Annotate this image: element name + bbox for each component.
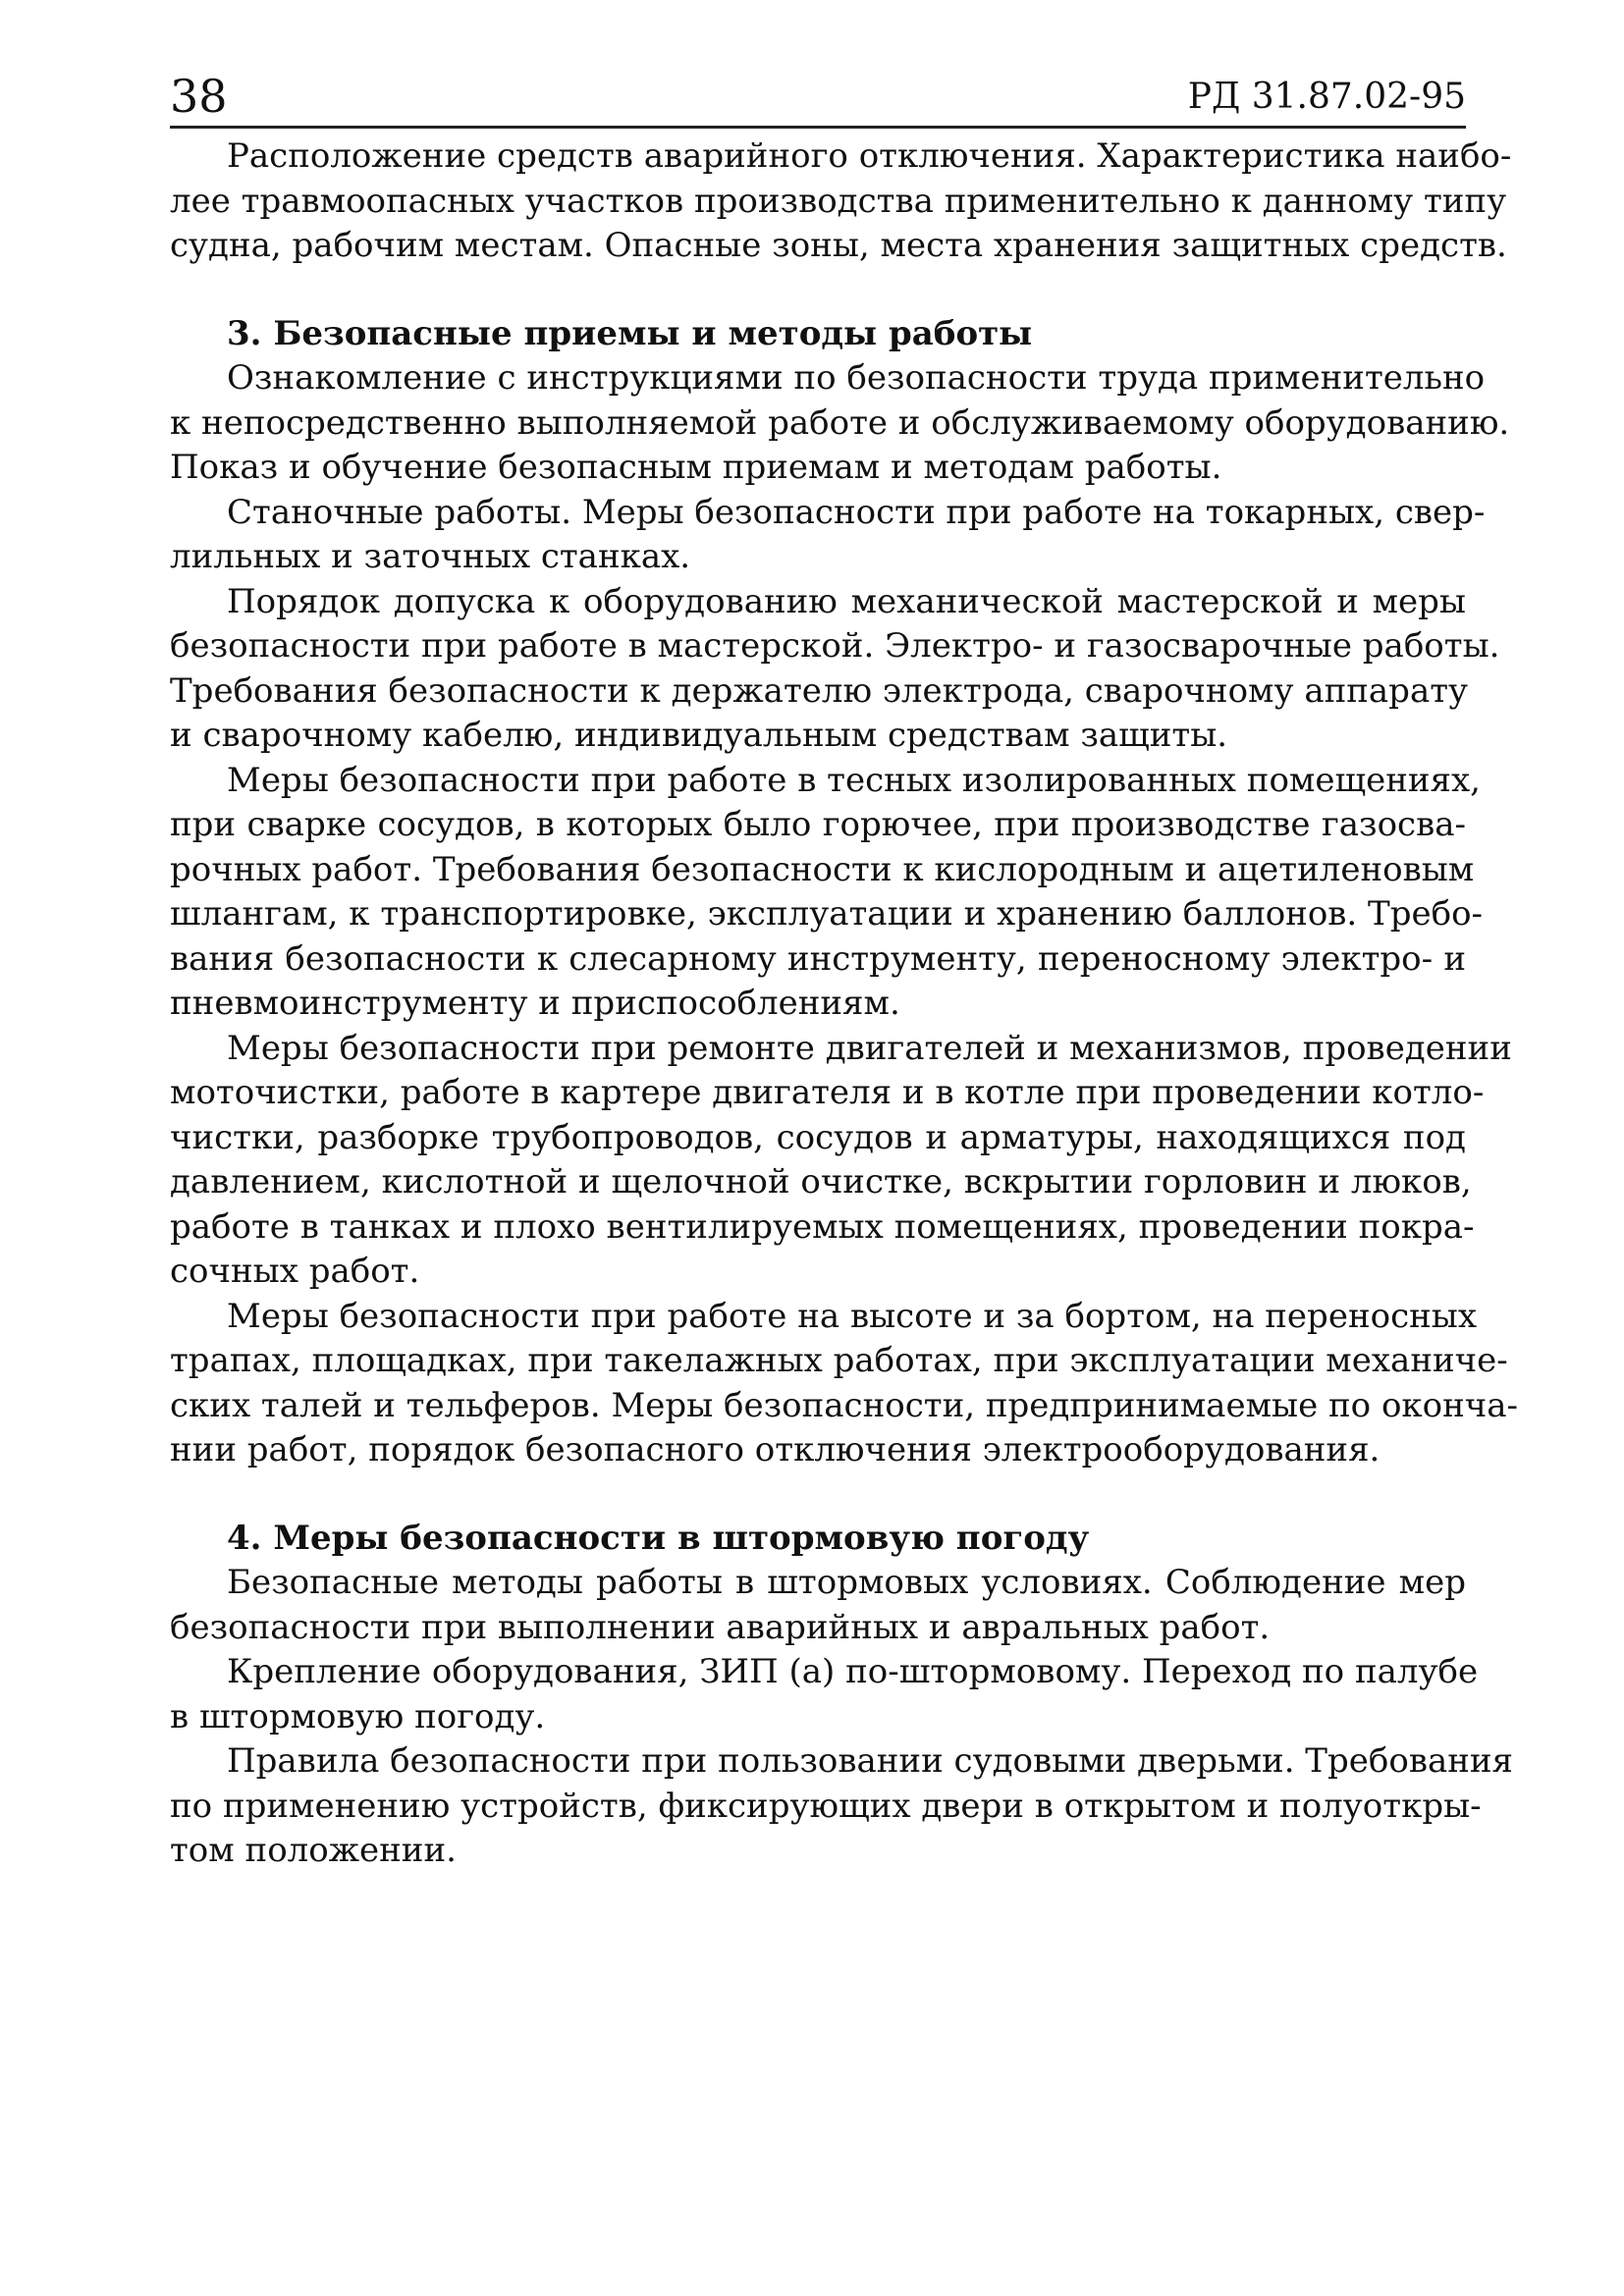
text-line: Правила безопасности при пользовании судовыми дверьми. Требования [227, 1741, 1513, 1781]
paragraph [170, 491, 1486, 580]
text-line: Меры безопасности при работе на высоте и за бортом, на переносных [227, 1296, 1478, 1336]
paragraph [170, 1027, 1512, 1295]
text-line: ских талей и тельферов. Меры безопасности, предпринимаемые по оконча- [170, 1385, 1519, 1425]
text-line: давлением, кислотной и щелочной очистке, вскрытии горловин и люков, [170, 1162, 1472, 1201]
text-line: пневмоинструменту и приспособлениям. [170, 984, 900, 1023]
text-line: судна, рабочим местам. Опасные зоны, места хранения защитных средств. [170, 226, 1507, 265]
text-line: чистки, разборке трубопроводов, сосудов и арматуры, находящихся под [170, 1117, 1466, 1157]
text-line: работе в танках и плохо вентилируемых помещениях, проведении покра- [170, 1206, 1475, 1247]
text-line: безопасности при работе в мастерской. Электро- и газосварочные работы. [170, 626, 1500, 666]
text-line: Крепление оборудования, ЗИП (а) по-штормовому. Переход по палубе [227, 1652, 1479, 1691]
text-line: том положении. [170, 1831, 457, 1870]
paragraph [170, 1295, 1519, 1473]
paragraph [170, 1650, 1479, 1739]
document-code: РД 31.87.02-95 [1187, 77, 1466, 117]
section-4 [170, 1517, 1513, 1874]
section-3 [170, 312, 1519, 1473]
text-line: вания безопасности к слесарному инструменту, переносному электро- и [170, 938, 1466, 979]
section-spacer [170, 269, 1466, 312]
text-line: шлангам, к транспортировке, эксплуатации и хранению баллонов. Требо- [170, 894, 1484, 934]
text-line: к непосредственно выполняемой работе и обслуживаемому оборудованию. [170, 402, 1510, 443]
section-heading: 3. Безопасные приемы и методы работы [227, 313, 1033, 353]
text-line: сочных работ. [170, 1252, 420, 1291]
page-number: 38 [170, 70, 228, 123]
text-line: Безопасные методы работы в штормовых условиях. Соблюдение мер [227, 1563, 1466, 1602]
text-line: Меры безопасности при работе в тесных изолированных помещениях, [227, 760, 1481, 800]
text-line: моточистки, работе в картере двигателя и в котле при проведении котло- [170, 1073, 1485, 1112]
text-line: нии работ, порядок безопасного отключения электрооборудования. [170, 1430, 1380, 1469]
text-line: Порядок допуска к оборудованию механической мастерской и меры [227, 581, 1466, 621]
text-line: Расположение средств аварийного отключения. Характеристика наибо- [227, 136, 1512, 176]
text-line: по применению устройств, фиксирующих двери в открытом и полуоткры- [170, 1786, 1482, 1826]
paragraph [170, 1561, 1466, 1650]
intro-paragraph [170, 134, 1512, 269]
section-spacer [170, 1473, 1466, 1517]
text-line: и сварочному кабелю, индивидуальным средствам защиты. [170, 716, 1228, 755]
text-line: лильных и заточных станках. [170, 537, 691, 576]
page-header [170, 69, 1466, 129]
text-line: Требования безопасности к держателю электрода, сварочному аппарату [170, 670, 1469, 711]
text-line: Меры безопасности при ремонте двигателей и механизмов, проведении [227, 1028, 1512, 1068]
text-line: Показ и обучение безопасным приемам и методам работы. [170, 448, 1222, 487]
document-page [170, 69, 1519, 1874]
paragraph [170, 356, 1510, 491]
text-line: безопасности при выполнении аварийных и авральных работ. [170, 1607, 1271, 1647]
text-line: Станочные работы. Меры безопасности при работе на токарных, свер- [227, 492, 1486, 532]
text-line: рочных работ. Требования безопасности к кислородным и ацетиленовым [170, 849, 1475, 889]
text-line: в штормовую погоду. [170, 1696, 546, 1736]
paragraph [170, 580, 1500, 759]
section-heading: 4. Меры безопасности в штормовую погоду [227, 1518, 1090, 1558]
text-line: трапах, площадках, при такелажных работах, при эксплуатации механиче- [170, 1341, 1508, 1380]
page-content [170, 129, 1519, 1874]
text-line: при сварке сосудов, в которых было горючее, при производстве газосва- [170, 805, 1466, 844]
text-line: лее травмоопасных участков производства применительно к данному типу [170, 181, 1507, 221]
paragraph [170, 1739, 1513, 1874]
text-line: Ознакомление с инструкциями по безопасности труда применительно [227, 358, 1486, 398]
paragraph [170, 759, 1484, 1027]
